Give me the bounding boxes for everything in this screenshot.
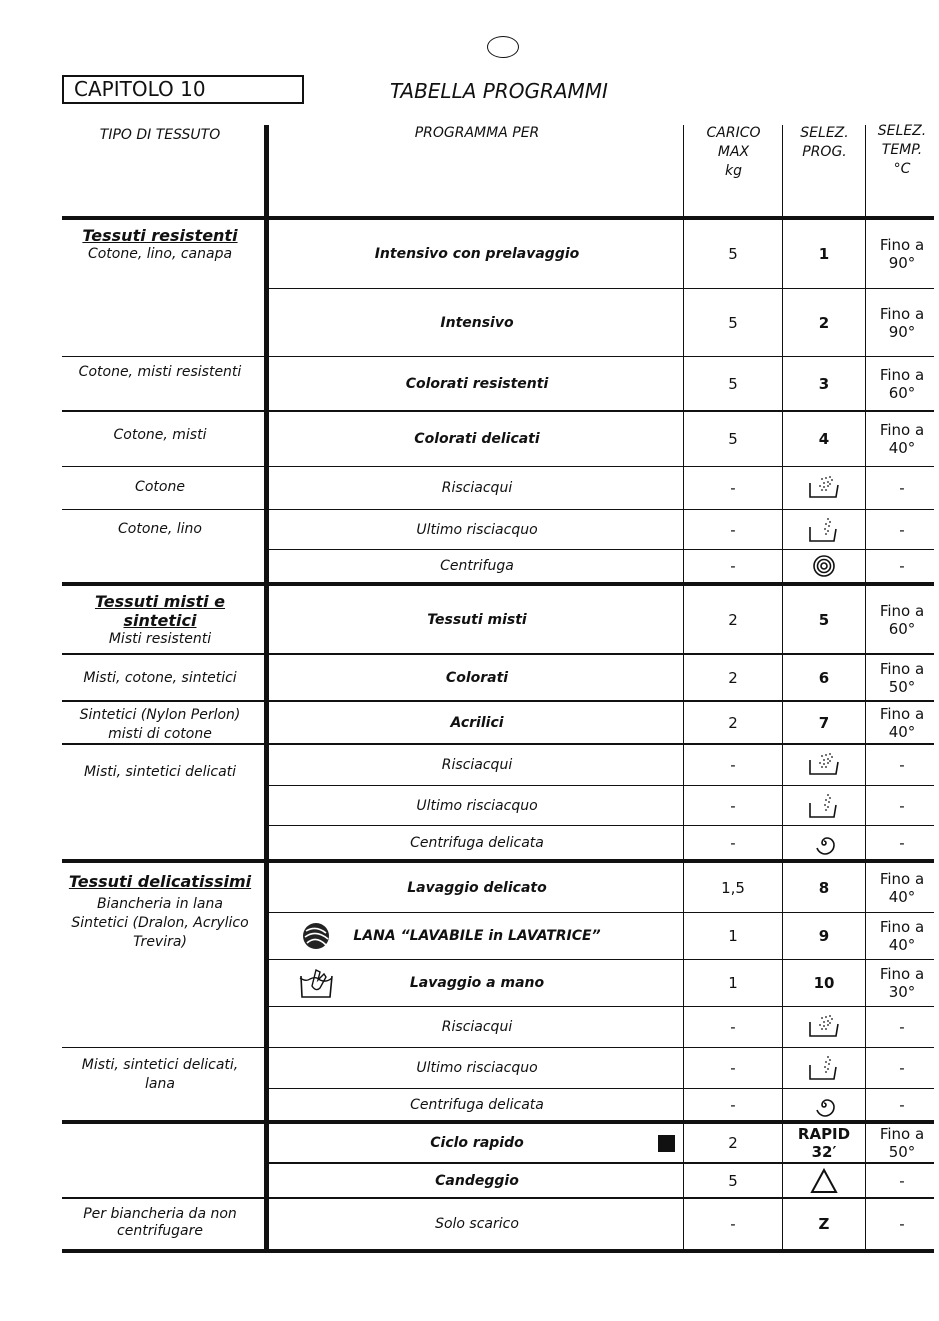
col-header-carico: CARICO MAX kg <box>706 125 761 179</box>
temperature <box>866 467 938 509</box>
page-title: TABELLA PROGRAMMI <box>390 79 608 103</box>
temperature-value: Fino a <box>879 304 925 323</box>
temperature-value: 40° <box>888 887 916 906</box>
last-rinse-icon <box>808 793 840 819</box>
temperature-value: - <box>899 1171 905 1190</box>
temperature <box>866 412 938 466</box>
program-selector <box>783 1199 865 1249</box>
fabric-label: Misti, sintetici delicati, lana <box>81 1057 239 1092</box>
program-selector <box>783 289 865 356</box>
temperature <box>866 1007 938 1047</box>
wool-icon <box>298 919 334 953</box>
col-header-selez-temp: SELEZ. TEMP. °C <box>877 123 927 177</box>
program-selector <box>783 960 865 1006</box>
program-selector <box>783 1089 865 1120</box>
program-selector <box>783 1048 865 1088</box>
program-selector <box>783 1007 865 1047</box>
chapter-label: CAPITOLO 10 <box>62 75 304 104</box>
fabric-group-resistenti: Tessuti resistenti Cotone, lino, canapa <box>82 226 238 262</box>
program-name: Candeggio <box>435 1172 519 1189</box>
temperature-value: 40° <box>888 936 916 954</box>
program-name: Intensivo con prelavaggio <box>374 246 580 262</box>
max-load-kg: 5 <box>728 1171 738 1190</box>
table-bottom-border <box>62 1249 934 1253</box>
max-load-kg: 2 <box>728 610 738 629</box>
temperature <box>866 826 938 859</box>
max-load-kg: - <box>730 557 736 575</box>
temperature <box>866 786 938 825</box>
language-badge-oval <box>487 36 519 58</box>
program-name: Colorati resistenti <box>405 375 549 392</box>
program-selector <box>783 510 865 549</box>
temperature-value: Fino a <box>879 704 925 723</box>
max-load-kg: - <box>730 520 736 539</box>
column-divider-thick <box>264 125 269 1252</box>
square-button-icon <box>658 1135 675 1152</box>
max-load-kg: - <box>730 1095 736 1114</box>
program-name: Acrilici <box>450 714 504 731</box>
program-duration: 32′ <box>811 1143 837 1161</box>
program-number: 3 <box>818 374 830 393</box>
program-selector <box>783 467 865 509</box>
program-name: Intensivo <box>440 314 514 331</box>
temperature <box>866 655 938 700</box>
program-number: 2 <box>818 313 830 332</box>
fabric-label: Cotone <box>135 478 185 495</box>
fabric-label: Misti, cotone, sintetici <box>83 669 237 686</box>
temperature-value: - <box>899 479 905 497</box>
max-load-kg: - <box>730 833 736 852</box>
program-selector <box>783 220 865 288</box>
temperature-value: Fino a <box>879 869 925 888</box>
max-load-kg: - <box>730 479 736 497</box>
program-selector <box>783 550 865 582</box>
program-selector <box>783 357 865 410</box>
temperature-value: 90° <box>888 254 916 272</box>
max-load-kg: 2 <box>728 1134 738 1152</box>
max-load-kg: - <box>730 796 736 815</box>
rinse-icon <box>808 752 840 778</box>
gentle-spin-icon <box>812 831 836 855</box>
program-selector <box>783 745 865 785</box>
program-name: Centrifuga delicata <box>410 1096 544 1113</box>
temperature-value: Fino a <box>879 659 925 678</box>
program-name: Colorati delicati <box>414 431 540 447</box>
temperature <box>866 1089 938 1120</box>
program-name: Ultimo risciacquo <box>416 521 538 538</box>
temperature-value: Fino a <box>879 421 925 439</box>
fabric-label: Cotone, misti resistenti <box>78 363 242 380</box>
program-selector <box>783 826 865 859</box>
program-selector <box>783 786 865 825</box>
max-load-kg: 1,5 <box>721 878 745 897</box>
fabric-label: Per biancheria da non centrifugare <box>83 1206 237 1239</box>
temperature-value: - <box>899 1059 905 1077</box>
fabric-group-delicatissimi: Tessuti delicatissimi Biancheria in lana Sintetici (Dralon, Acrylico Trevira) <box>68 872 252 950</box>
program-name: Lavaggio a mano <box>409 975 545 991</box>
temperature-value: Fino a <box>879 965 925 983</box>
program-name: LANA “LAVABILE in LAVATRICE” <box>353 928 601 944</box>
program-number: 9 <box>818 927 830 945</box>
temperature-value: 50° <box>888 1143 916 1161</box>
col-header-tipo: TIPO DI TESSUTO <box>99 127 221 143</box>
max-load-kg: - <box>730 1059 736 1077</box>
program-number: RAPID <box>797 1125 851 1143</box>
program-name: Ultimo risciacquo <box>416 1060 538 1076</box>
temperature-value: - <box>899 520 905 539</box>
temperature <box>866 913 938 959</box>
temperature <box>866 702 938 743</box>
max-load-kg: - <box>730 1215 736 1233</box>
fabric-label: Cotone, misti <box>113 426 207 443</box>
last-rinse-icon <box>808 517 840 543</box>
temperature-value: 60° <box>888 619 916 638</box>
fabric-label: Misti, sintetici delicati <box>83 763 237 780</box>
temperature <box>866 357 938 410</box>
temperature-value: - <box>899 1018 905 1036</box>
temperature-value: 60° <box>888 383 916 402</box>
col-header-selez-prog: SELEZ. PROG. <box>800 125 849 160</box>
fabric-group-misti: Tessuti misti e sintetici Misti resistenti <box>94 592 226 647</box>
fabric-label: Sintetici (Nylon Perlon) misti di cotone <box>79 707 241 742</box>
program-selector <box>783 702 865 743</box>
temperature <box>866 510 938 549</box>
program-number: 8 <box>818 878 830 897</box>
temperature <box>866 586 938 653</box>
program-name: Risciacqui <box>441 480 513 496</box>
spin-icon <box>812 554 836 578</box>
temperature-value: 50° <box>888 677 916 696</box>
temperature-value: - <box>899 796 905 815</box>
hand-wash-icon <box>298 966 334 1000</box>
program-name: Solo scarico <box>435 1216 519 1232</box>
max-load-kg: 1 <box>728 927 738 945</box>
max-load-kg: 5 <box>728 430 738 448</box>
program-name: Risciacqui <box>441 757 513 773</box>
program-name: Ultimo risciacquo <box>416 797 538 814</box>
program-selector <box>783 913 865 959</box>
program-selector <box>783 863 865 912</box>
program-number: 4 <box>818 430 830 448</box>
temperature-value: 90° <box>888 322 916 341</box>
rinse-icon <box>808 1014 840 1040</box>
max-load-kg: 5 <box>728 313 738 332</box>
program-selector <box>783 1164 865 1197</box>
program-number: 10 <box>813 974 835 992</box>
max-load-kg: 1 <box>728 974 738 992</box>
temperature-value: Fino a <box>879 236 925 254</box>
temperature <box>866 960 938 1006</box>
temperature-value: 40° <box>888 439 916 457</box>
program-selector <box>783 1124 865 1162</box>
temperature <box>866 745 938 785</box>
max-load-kg: 2 <box>728 668 738 687</box>
max-load-kg: 2 <box>728 713 738 732</box>
program-selector <box>783 655 865 700</box>
bleach-triangle-icon <box>810 1168 838 1194</box>
program-number: 7 <box>818 713 830 732</box>
temperature-value: 40° <box>888 722 916 741</box>
temperature <box>866 1124 938 1162</box>
temperature-value: 30° <box>888 983 916 1001</box>
col-header-programma: PROGRAMMA PER <box>414 125 540 141</box>
program-name: Centrifuga delicata <box>410 834 544 851</box>
program-number: 6 <box>818 668 830 687</box>
program-number: 5 <box>818 610 830 629</box>
program-number: Z <box>818 1215 830 1233</box>
temperature <box>866 220 938 288</box>
program-selector <box>783 586 865 653</box>
program-name: Tessuti misti <box>427 611 527 628</box>
max-load-kg: - <box>730 1018 736 1036</box>
temperature-value: - <box>899 833 905 852</box>
temperature <box>866 550 938 582</box>
max-load-kg: - <box>730 756 736 774</box>
program-selector <box>783 412 865 466</box>
temperature-value: - <box>899 756 905 774</box>
temperature-value: - <box>899 1215 905 1233</box>
max-load-kg: 5 <box>728 245 738 263</box>
temperature <box>866 289 938 356</box>
temperature <box>866 1164 938 1197</box>
program-name: Colorati <box>445 669 509 686</box>
program-name: Risciacqui <box>441 1019 513 1035</box>
program-number: 1 <box>818 245 830 263</box>
gentle-spin-icon <box>812 1093 836 1117</box>
temperature <box>866 863 938 912</box>
max-load-kg: 5 <box>728 374 738 393</box>
temperature-value: Fino a <box>879 365 925 384</box>
temperature-value: Fino a <box>879 601 925 620</box>
program-name: Ciclo rapido <box>430 1135 524 1151</box>
fabric-label: Cotone, lino <box>118 520 202 537</box>
last-rinse-icon <box>808 1055 840 1081</box>
temperature <box>866 1048 938 1088</box>
program-name: Lavaggio delicato <box>407 879 547 896</box>
temperature-value: Fino a <box>879 918 925 936</box>
temperature <box>866 1199 938 1249</box>
program-name: Centrifuga <box>440 558 514 574</box>
rinse-icon <box>808 475 840 501</box>
temperature-value: - <box>899 557 905 575</box>
temperature-value: - <box>899 1095 905 1114</box>
temperature-value: Fino a <box>879 1125 925 1143</box>
